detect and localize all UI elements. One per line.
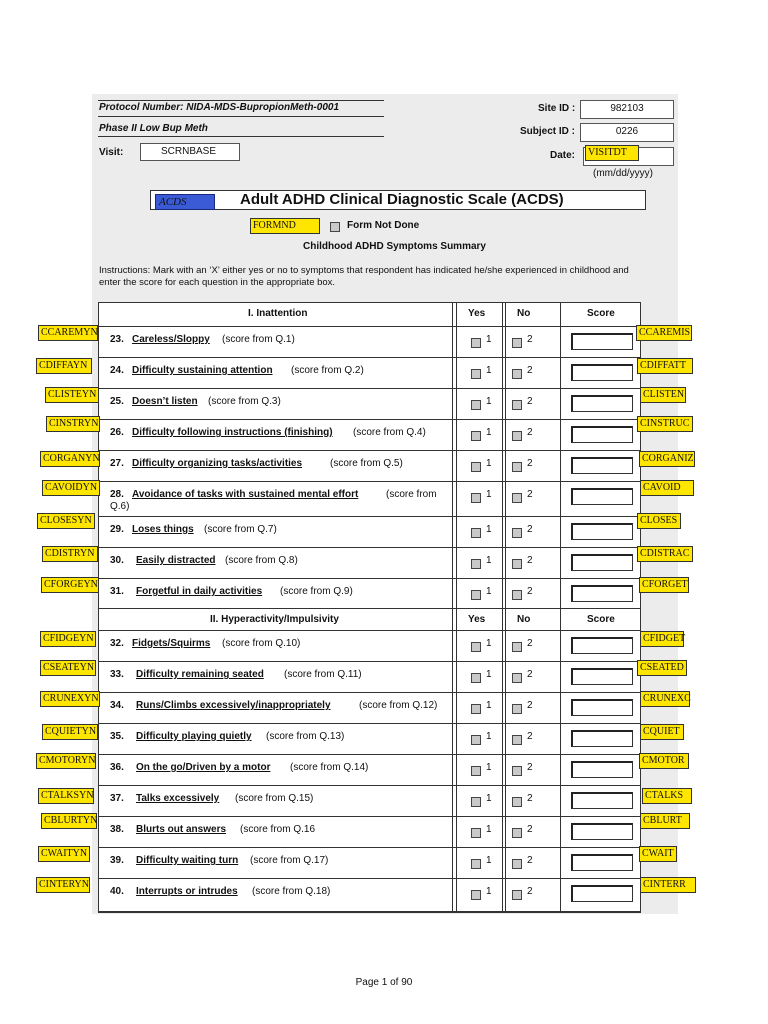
site-id-field[interactable]: 982103 (580, 100, 674, 119)
right-field-tag: CLISTEN (640, 387, 686, 403)
no-checkbox[interactable] (512, 828, 522, 838)
score-input[interactable] (571, 792, 633, 809)
no-code: 2 (527, 855, 533, 866)
question-text: Avoidance of tasks with sustained mental effort (132, 489, 359, 500)
score-input[interactable] (571, 730, 633, 747)
right-field-tag: CWAIT (639, 846, 677, 862)
table-row-divider (98, 661, 641, 662)
acds-tag: ACDS (155, 194, 215, 210)
score-input[interactable] (571, 554, 633, 571)
right-field-tag: CFIDGET (640, 631, 684, 647)
left-field-tag: CLISTEYN (45, 387, 99, 403)
yes-checkbox[interactable] (471, 462, 481, 472)
visit-label: Visit: (99, 147, 124, 158)
no-code: 2 (527, 524, 533, 535)
left-field-tag: CMOTORYN (36, 753, 96, 769)
left-field-tag: CDIFFAYN (36, 358, 92, 374)
question-number: 23. (110, 334, 124, 345)
question-text: Difficulty organizing tasks/activities (132, 458, 303, 469)
right-field-tag: CTALKS (642, 788, 692, 804)
score-input[interactable] (571, 585, 633, 602)
left-field-tag: CDISTRYN (42, 546, 98, 562)
left-field-tag: CINSTRYN (46, 416, 100, 432)
left-field-tag: CINTERYN (36, 877, 90, 893)
left-field-tag: CORGANYN (40, 451, 100, 467)
table-row-divider (98, 516, 641, 517)
left-field-tag: CWAITYN (38, 846, 90, 862)
no-code: 2 (527, 396, 533, 407)
no-checkbox[interactable] (512, 797, 522, 807)
question-source: (score from Q.1) (222, 334, 295, 345)
no-checkbox[interactable] (512, 590, 522, 600)
question-source: (score from Q.7) (204, 524, 277, 535)
yes-code: 1 (486, 700, 492, 711)
yes-code: 1 (486, 762, 492, 773)
score-input[interactable] (571, 668, 633, 685)
question-number: 38. (110, 824, 124, 835)
right-field-tag: CCAREMIS (636, 325, 692, 341)
right-field-tag: CDISTRAC (637, 546, 693, 562)
no-code: 2 (527, 638, 533, 649)
score-input[interactable] (571, 854, 633, 871)
yes-code: 1 (486, 731, 492, 742)
question-number: 35. (110, 731, 124, 742)
header-score-2: Score (587, 614, 615, 625)
yes-code: 1 (486, 489, 492, 500)
right-field-tag: CFORGET (639, 577, 689, 593)
yes-code: 1 (486, 669, 492, 680)
yes-checkbox[interactable] (471, 338, 481, 348)
table-row-divider (98, 723, 641, 724)
header-no: No (517, 308, 531, 319)
right-field-tag: CSEATED (637, 660, 687, 676)
question-number: 26. (110, 427, 124, 438)
question-text: Difficulty remaining seated (136, 669, 264, 680)
question-text: Blurts out answers (136, 824, 227, 835)
yes-checkbox[interactable] (471, 859, 481, 869)
table-row-divider (98, 785, 641, 786)
yes-checkbox[interactable] (471, 559, 481, 569)
table-row-divider (98, 481, 641, 482)
no-checkbox[interactable] (512, 400, 522, 410)
no-checkbox[interactable] (512, 338, 522, 348)
right-field-tag: CAVOID (640, 480, 694, 496)
question-text: Interrupts or intrudes (136, 886, 238, 897)
yes-code: 1 (486, 334, 492, 345)
table-row-divider (98, 608, 641, 609)
table-row-divider (98, 878, 641, 879)
right-field-tag: CQUIET (640, 724, 684, 740)
yes-checkbox[interactable] (471, 766, 481, 776)
question-source-cont: Q.6) (110, 501, 130, 512)
question-source: (score from Q.14) (290, 762, 369, 773)
no-checkbox[interactable] (512, 735, 522, 745)
yes-code: 1 (486, 638, 492, 649)
site-id-label: Site ID : (538, 103, 576, 114)
question-source: (score from Q.5) (330, 458, 403, 469)
question-source: (score from (386, 489, 437, 500)
no-checkbox[interactable] (512, 462, 522, 472)
score-input[interactable] (571, 457, 633, 474)
question-number: 32. (110, 638, 124, 649)
yes-checkbox[interactable] (471, 493, 481, 503)
yes-code: 1 (486, 586, 492, 597)
date-tag: VISITDT (585, 145, 639, 161)
score-input[interactable] (571, 761, 633, 778)
score-input[interactable] (571, 333, 633, 350)
yes-checkbox[interactable] (471, 735, 481, 745)
subject-id-label: Subject ID : (520, 126, 576, 137)
left-field-tag: CBLURTYN (41, 813, 97, 829)
question-text: Doesn’t listen (132, 396, 198, 407)
question-source: (score from Q.15) (235, 793, 314, 804)
right-field-tag: CLOSES (637, 513, 681, 529)
right-field-tag: CINTERR (640, 877, 696, 893)
left-field-tag: CLOSESYN (37, 513, 95, 529)
no-checkbox[interactable] (512, 859, 522, 869)
yes-checkbox[interactable] (471, 400, 481, 410)
no-checkbox[interactable] (512, 890, 522, 900)
right-field-tag: CDIFFATT (637, 358, 693, 374)
header-yes: Yes (468, 308, 486, 319)
question-number: 29. (110, 524, 124, 535)
yes-code: 1 (486, 555, 492, 566)
yes-checkbox[interactable] (471, 704, 481, 714)
question-text: Difficulty waiting turn (136, 855, 239, 866)
question-text: Talks excessively (136, 793, 220, 804)
yes-code: 1 (486, 365, 492, 376)
question-number: 30. (110, 555, 124, 566)
question-text: Difficulty following instructions (finishing) (132, 427, 333, 438)
no-code: 2 (527, 555, 533, 566)
form-not-done-label: Form Not Done (347, 220, 420, 231)
score-input[interactable] (571, 523, 633, 540)
score-input[interactable] (571, 823, 633, 840)
table-row-divider (98, 692, 641, 693)
no-code: 2 (527, 669, 533, 680)
left-field-tag: CAVOIDYN (42, 480, 100, 496)
table-row-divider (98, 357, 641, 358)
yes-code: 1 (486, 824, 492, 835)
section-title-hyperactivity: II. Hyperactivity/Impulsivity (210, 614, 339, 625)
no-code: 2 (527, 886, 533, 897)
no-checkbox[interactable] (512, 431, 522, 441)
no-code: 2 (527, 762, 533, 773)
question-source: (score from Q.16 (240, 824, 316, 835)
question-number: 28. (110, 489, 124, 500)
form-title: Adult ADHD Clinical Diagnostic Scale (ACDS) (240, 191, 564, 208)
question-text: Difficulty playing quietly (136, 731, 252, 742)
right-field-tag: CMOTOR (639, 753, 689, 769)
page-number: Page 1 of 90 (355, 977, 413, 988)
visit-field[interactable]: SCRNBASE (140, 143, 240, 161)
table-row-divider (98, 847, 641, 848)
score-input[interactable] (571, 395, 633, 412)
header-yes-2: Yes (468, 614, 486, 625)
question-source: (score from Q.11) (284, 669, 362, 680)
right-field-tag: CRUNEXC (640, 691, 690, 707)
question-number: 31. (110, 586, 124, 597)
right-field-tag: CINSTRUC (637, 416, 693, 432)
no-checkbox[interactable] (512, 493, 522, 503)
question-number: 39. (110, 855, 124, 866)
yes-checkbox[interactable] (471, 590, 481, 600)
question-source: (score from Q.13) (266, 731, 345, 742)
question-text: Runs/Climbs excessively/inappropriately (136, 700, 331, 711)
yes-checkbox[interactable] (471, 797, 481, 807)
table-row-divider (98, 388, 641, 389)
subject-id-field[interactable]: 0226 (580, 123, 674, 142)
table-row-divider (98, 630, 641, 631)
score-input[interactable] (571, 637, 633, 654)
score-input[interactable] (571, 885, 633, 902)
no-code: 2 (527, 334, 533, 345)
question-source: (score from Q.8) (225, 555, 298, 566)
table-row-divider (98, 450, 641, 451)
no-code: 2 (527, 427, 533, 438)
question-text: Loses things (132, 524, 194, 535)
question-source: (score from Q.10) (222, 638, 301, 649)
question-text: Difficulty sustaining attention (132, 365, 273, 376)
question-number: 24. (110, 365, 124, 376)
no-checkbox[interactable] (512, 369, 522, 379)
table-row-divider (98, 326, 641, 327)
yes-code: 1 (486, 396, 492, 407)
left-field-tag: CTALKSYN (38, 788, 94, 804)
yes-checkbox[interactable] (471, 431, 481, 441)
form-not-done-checkbox[interactable] (330, 222, 340, 232)
question-text: On the go/Driven by a motor (136, 762, 271, 773)
yes-checkbox[interactable] (471, 528, 481, 538)
yes-checkbox[interactable] (471, 369, 481, 379)
protocol-number: Protocol Number: NIDA-MDS-BupropionMeth-0001 (99, 102, 339, 113)
score-input[interactable] (571, 364, 633, 381)
left-field-tag: CFIDGEYN (40, 631, 96, 647)
table-row-divider (98, 302, 641, 303)
left-field-tag: CRUNEXYN (40, 691, 100, 707)
score-input[interactable] (571, 488, 633, 505)
yes-checkbox[interactable] (471, 890, 481, 900)
yes-code: 1 (486, 427, 492, 438)
table-row-divider (98, 547, 641, 548)
right-field-tag: CBLURT (640, 813, 690, 829)
right-field-tag: CORGANIZ (639, 451, 695, 467)
left-field-tag: CSEATEYN (40, 660, 96, 676)
yes-code: 1 (486, 886, 492, 897)
question-text: Careless/Sloppy (132, 334, 210, 345)
yes-checkbox[interactable] (471, 828, 481, 838)
table-row-divider (98, 419, 641, 420)
yes-code: 1 (486, 855, 492, 866)
question-text: Forgetful in daily activities (136, 586, 263, 597)
instructions: Instructions: Mark with an ‘X’ either yes or no to symptoms that respondent has indicated he/she experienced in childhood and enter the score for each question in the appropriate box. (99, 265, 629, 288)
no-checkbox[interactable] (512, 528, 522, 538)
question-source: (score from Q.17) (250, 855, 329, 866)
no-code: 2 (527, 731, 533, 742)
question-text: Easily distracted (136, 555, 216, 566)
yes-code: 1 (486, 458, 492, 469)
yes-checkbox[interactable] (471, 673, 481, 683)
question-text: Fidgets/Squirms (132, 638, 211, 649)
table-row-divider (98, 578, 641, 579)
form-subtitle: Childhood ADHD Symptoms Summary (303, 241, 486, 252)
question-source: (score from Q.3) (208, 396, 281, 407)
question-number: 33. (110, 669, 124, 680)
header-score: Score (587, 308, 615, 319)
left-field-tag: CQUIETYN (42, 724, 98, 740)
question-source: (score from Q.2) (291, 365, 364, 376)
yes-code: 1 (486, 793, 492, 804)
question-number: 34. (110, 700, 124, 711)
question-number: 40. (110, 886, 124, 897)
date-format-hint: (mm/dd/yyyy) (593, 168, 653, 179)
question-source: (score from Q.18) (252, 886, 331, 897)
phase-label: Phase II Low Bup Meth (99, 123, 208, 134)
yes-checkbox[interactable] (471, 642, 481, 652)
question-number: 37. (110, 793, 124, 804)
table-row-divider (98, 912, 641, 913)
question-number: 25. (110, 396, 124, 407)
header-no-2: No (517, 614, 531, 625)
question-number: 36. (110, 762, 124, 773)
score-input[interactable] (571, 426, 633, 443)
no-checkbox[interactable] (512, 642, 522, 652)
no-code: 2 (527, 365, 533, 376)
no-code: 2 (527, 586, 533, 597)
no-code: 2 (527, 793, 533, 804)
question-source: (score from Q.12) (359, 700, 438, 711)
table-row-divider (98, 816, 641, 817)
left-field-tag: CFORGEYN (41, 577, 99, 593)
no-checkbox[interactable] (512, 673, 522, 683)
no-checkbox[interactable] (512, 766, 522, 776)
no-code: 2 (527, 458, 533, 469)
no-checkbox[interactable] (512, 559, 522, 569)
no-code: 2 (527, 824, 533, 835)
table-row-divider (98, 754, 641, 755)
formnd-tag: FORMND (250, 218, 320, 234)
no-checkbox[interactable] (512, 704, 522, 714)
no-code: 2 (527, 489, 533, 500)
yes-code: 1 (486, 524, 492, 535)
question-number: 27. (110, 458, 124, 469)
left-field-tag: CCAREMYN (38, 325, 98, 341)
date-label: Date: (550, 150, 576, 161)
question-source: (score from Q.4) (353, 427, 426, 438)
score-input[interactable] (571, 699, 633, 716)
section-title-inattention: I. Inattention (248, 308, 308, 319)
no-code: 2 (527, 700, 533, 711)
question-source: (score from Q.9) (280, 586, 353, 597)
